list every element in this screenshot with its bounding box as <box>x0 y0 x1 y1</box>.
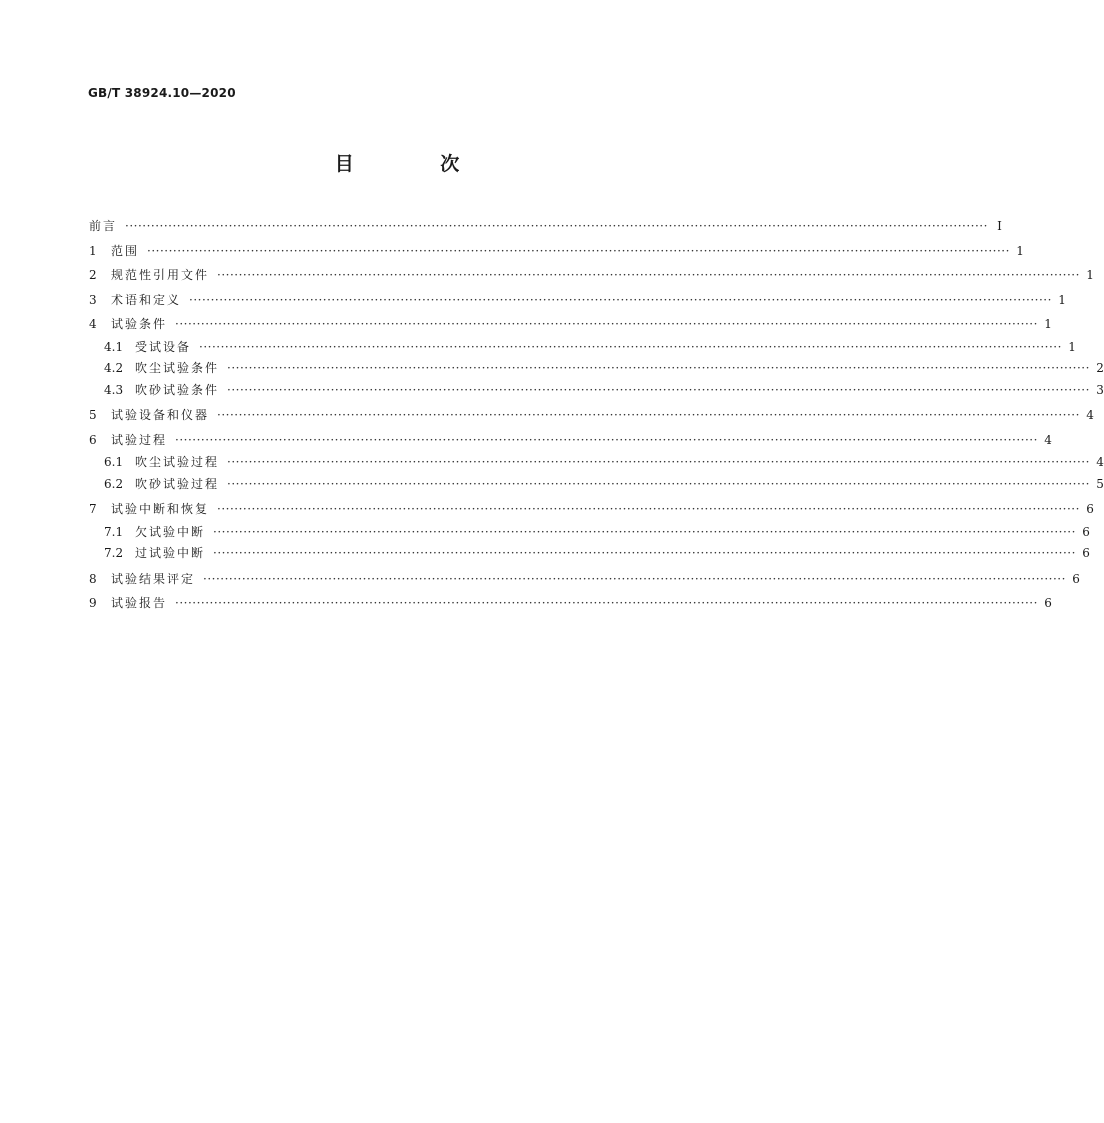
toc-entry-page: 6 <box>1086 502 1094 516</box>
toc-entry-page: 1 <box>1086 268 1094 282</box>
toc-entry-label: 试验设备和仪器 <box>111 408 210 422</box>
toc-subentry[interactable] <box>89 452 1104 474</box>
toc-entry-page: 6 <box>1082 546 1090 560</box>
toc-entry-label: 试验过程 <box>111 432 168 447</box>
toc-entry-page: 6 <box>1082 524 1090 539</box>
toc-entry-number: 7.1 <box>104 524 124 539</box>
toc-entry[interactable] <box>89 591 1052 616</box>
toc-dot-leader: ········································································································································································································ <box>217 408 1080 422</box>
toc-entry[interactable] <box>89 214 1002 239</box>
toc-entry-label: 吹砂试验条件 <box>135 382 220 397</box>
toc-entry-number: 7 <box>89 502 97 516</box>
toc-subentry[interactable] <box>89 543 1090 565</box>
toc-dot-leader: ········································································································································································································ <box>227 476 1090 491</box>
toc-subentry[interactable] <box>89 522 1090 544</box>
toc-entry-label: 欠试验中断 <box>135 524 206 539</box>
toc-entry-label: 试验结果评定 <box>111 571 196 586</box>
toc-entry-page: 2 <box>1096 361 1104 375</box>
toc-entry-label: 试验报告 <box>111 596 168 610</box>
toc-dot-leader: ········································································································································································································ <box>227 382 1090 397</box>
toc-entry-page: 1 <box>1058 292 1066 307</box>
toc-entry[interactable] <box>89 288 1066 313</box>
toc-dot-leader: ········································································································································································································ <box>125 219 988 233</box>
toc-entry[interactable] <box>89 312 1052 337</box>
toc-subentry[interactable] <box>89 380 1104 402</box>
toc-dot-leader: ········································································································································································································ <box>175 596 1038 610</box>
toc-dot-leader: ········································································································································································································ <box>147 243 1010 258</box>
toc-entry-page: 6 <box>1072 571 1080 586</box>
toc-entry-page: 1 <box>1016 243 1024 258</box>
toc-entry-number: 5 <box>89 408 97 422</box>
toc-dot-leader: ········································································································································································································ <box>217 268 1080 282</box>
toc-dot-leader: ········································································································································································································ <box>189 292 1052 307</box>
toc-entry-page: 3 <box>1096 382 1104 397</box>
toc-entry-label: 受试设备 <box>135 339 192 354</box>
toc-entry-page: 4 <box>1096 455 1104 469</box>
toc-entry-label: 吹尘试验过程 <box>135 455 220 469</box>
toc-entry-label: 规范性引用文件 <box>111 268 210 282</box>
toc-entry-number: 9 <box>89 596 97 610</box>
toc-title: 目 次 <box>334 153 500 175</box>
toc-entry[interactable] <box>89 428 1052 453</box>
toc-dot-leader: ········································································································································································································ <box>175 317 1038 331</box>
toc-dot-leader: ········································································································································································································ <box>199 339 1062 354</box>
toc-entry-number: 3 <box>89 292 97 307</box>
table-of-contents <box>89 214 1104 616</box>
toc-entry-label: 范围 <box>111 243 140 258</box>
toc-entry-number: 4.1 <box>104 339 124 354</box>
toc-entry-number: 7.2 <box>104 546 124 560</box>
toc-entry-number: 4.3 <box>104 382 124 397</box>
toc-dot-leader: ········································································································································································································ <box>203 571 1066 586</box>
toc-dot-leader: ········································································································································································································ <box>227 361 1090 375</box>
toc-entry-label: 试验中断和恢复 <box>111 502 210 516</box>
toc-entry-number: 1 <box>89 243 97 258</box>
toc-dot-leader: ········································································································································································································ <box>217 502 1080 516</box>
toc-entry-label: 吹砂试验过程 <box>135 476 220 491</box>
toc-subentry[interactable] <box>89 358 1104 380</box>
toc-entry-number: 4 <box>89 317 97 331</box>
toc-entry[interactable] <box>89 263 1094 288</box>
toc-entry[interactable] <box>89 403 1094 428</box>
toc-entry-page: 6 <box>1044 596 1052 610</box>
toc-entry-label: 试验条件 <box>111 317 168 331</box>
toc-entry-number: 6.1 <box>104 455 124 469</box>
toc-entry-page: 4 <box>1044 432 1052 447</box>
toc-entry-page: 1 <box>1044 317 1052 331</box>
toc-dot-leader: ········································································································································································································ <box>175 432 1038 447</box>
toc-entry-number: 4.2 <box>104 361 124 375</box>
toc-entry-number: 6.2 <box>104 476 124 491</box>
toc-entry-page: 1 <box>1068 339 1076 354</box>
toc-entry-page: 4 <box>1086 408 1094 422</box>
toc-entry-label: 前言 <box>89 219 118 233</box>
toc-entry-number: 8 <box>89 571 97 586</box>
toc-entry[interactable] <box>89 567 1080 592</box>
toc-dot-leader: ········································································································································································································ <box>227 455 1090 469</box>
toc-entry-number: 6 <box>89 432 97 447</box>
toc-entry-page: 5 <box>1096 476 1104 491</box>
toc-entry[interactable] <box>89 497 1094 522</box>
standard-code: GB/T 38924.10—2020 <box>88 86 236 100</box>
toc-entry-number: 2 <box>89 268 97 282</box>
toc-entry-label: 术语和定义 <box>111 292 182 307</box>
toc-entry-label: 过试验中断 <box>135 546 206 560</box>
toc-subentry[interactable] <box>89 337 1076 359</box>
toc-entry-label: 吹尘试验条件 <box>135 361 220 375</box>
toc-subentry[interactable] <box>89 474 1104 496</box>
toc-entry[interactable] <box>89 239 1024 264</box>
toc-dot-leader: ········································································································································································································ <box>213 546 1076 560</box>
toc-entry-page: I <box>997 219 1002 233</box>
toc-dot-leader: ········································································································································································································ <box>213 524 1076 539</box>
